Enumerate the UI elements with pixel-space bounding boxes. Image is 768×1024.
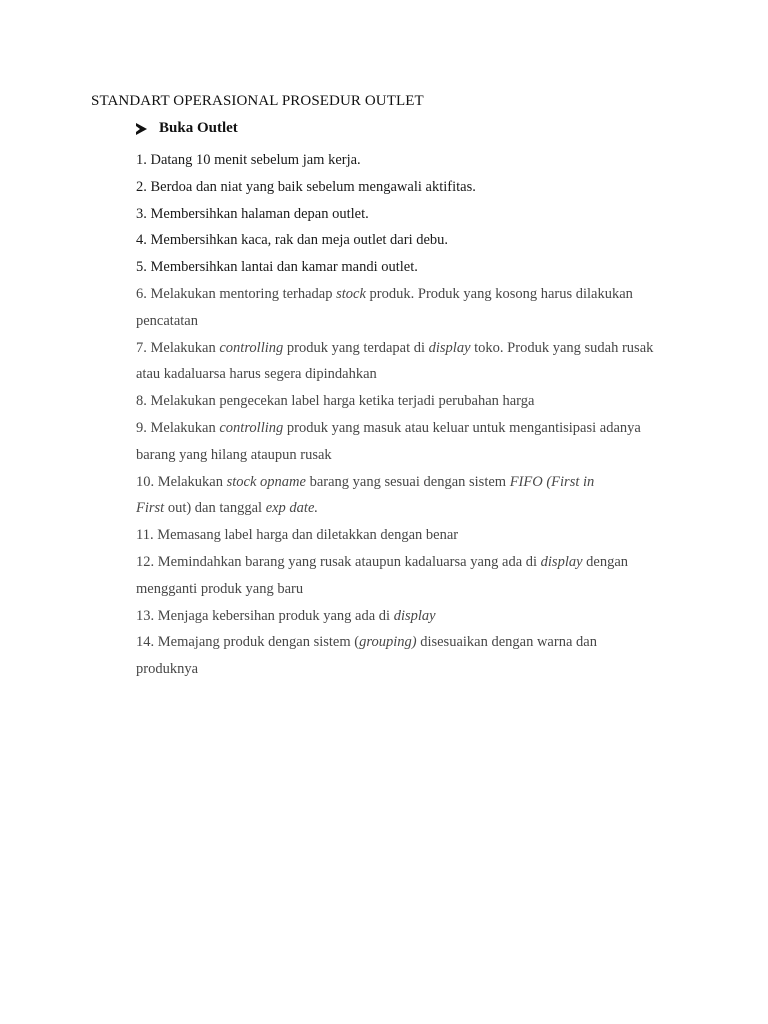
list-item-text: 2. Berdoa dan niat yang baik sebelum mengawali aktifitas. [136, 178, 476, 195]
list-item-text: toko. Produk yang sudah rusak [470, 339, 654, 356]
list-item [136, 174, 696, 201]
list-item-italic-text: FIFO (First in [509, 473, 595, 490]
list-item [136, 281, 696, 335]
section-heading [136, 120, 238, 137]
list-item-text: 12. Memindahkan barang yang rusak ataupun kadaluarsa yang ada di [136, 553, 541, 570]
list-item-italic-text: controlling [219, 339, 284, 356]
list-item-text: barang yang sesuai dengan sistem [305, 473, 510, 490]
list-item-italic-text: controlling [219, 419, 284, 436]
list-item-italic-text: display [540, 553, 583, 570]
list-item-text: disesuaikan dengan warna dan [416, 634, 597, 651]
list-item-text: atau kadaluarsa harus segera dipindahkan [136, 366, 377, 383]
list-item [136, 388, 696, 415]
list-item-text: 10. Melakukan [136, 473, 227, 490]
list-item-text: dengan [582, 553, 629, 570]
list-item-italic-text: exp date. [265, 500, 319, 517]
list-item-text: 1. Datang 10 menit sebelum jam kerja. [136, 152, 361, 168]
list-item [136, 254, 696, 281]
list-item [136, 335, 696, 389]
list-item-text: 6. Melakukan mentoring terhadap [136, 285, 337, 302]
list-item [136, 629, 696, 683]
list-item-text: produk yang masuk atau keluar untuk mengantisipasi adanya [283, 419, 641, 436]
list-item-text: 8. Melakukan pengecekan label harga ketika terjadi perubahan harga [136, 393, 535, 410]
list-item-text: out) dan tanggal [164, 500, 266, 517]
procedure-list [136, 147, 696, 683]
list-item [136, 201, 696, 228]
list-item-text: produk yang terdapat di [283, 339, 429, 356]
list-item [136, 147, 696, 174]
list-item-italic-text: display [428, 339, 471, 356]
list-item-italic-text: stock opname [226, 473, 306, 490]
list-item-italic-text: First [136, 500, 165, 517]
list-item-text: 4. Membersihkan kaca, rak dan meja outlet dari debu. [136, 232, 449, 249]
list-item-text: 3. Membersihkan halaman depan outlet. [136, 205, 369, 222]
list-item-text: 13. Menjaga kebersihan produk yang ada di [136, 607, 394, 624]
list-item-italic-text: display [393, 607, 436, 624]
list-item-text: 7. Melakukan [136, 339, 220, 356]
list-item-text: produk. Produk yang kosong harus dilakukan [365, 285, 633, 302]
list-item [136, 227, 696, 254]
list-item-italic-text: grouping) [359, 634, 417, 651]
list-item-text: barang yang hilang ataupun rusak [136, 446, 332, 463]
list-item-italic-text: stock [336, 285, 366, 302]
list-item-text: 5. Membersihkan lantai dan kamar mandi outlet. [136, 259, 418, 276]
list-item-text: 14. Memajang produk dengan sistem ( [136, 634, 360, 651]
list-item-text: 11. Memasang label harga dan diletakkan dengan benar [136, 527, 459, 544]
section-heading-text: Buka Outlet [159, 120, 238, 136]
list-item [136, 469, 696, 523]
list-item [136, 415, 696, 469]
arrow-bullet-icon [136, 123, 147, 135]
list-item-text: mengganti produk yang baru [136, 580, 304, 597]
document-title: STANDART OPERASIONAL PROSEDUR OUTLET [91, 93, 424, 109]
list-item [136, 603, 696, 630]
list-item-text: produknya [136, 661, 199, 678]
list-item [136, 522, 696, 549]
list-item-text: 9. Melakukan [136, 419, 220, 436]
list-item-text: pencatatan [136, 312, 198, 329]
list-item [136, 549, 696, 603]
